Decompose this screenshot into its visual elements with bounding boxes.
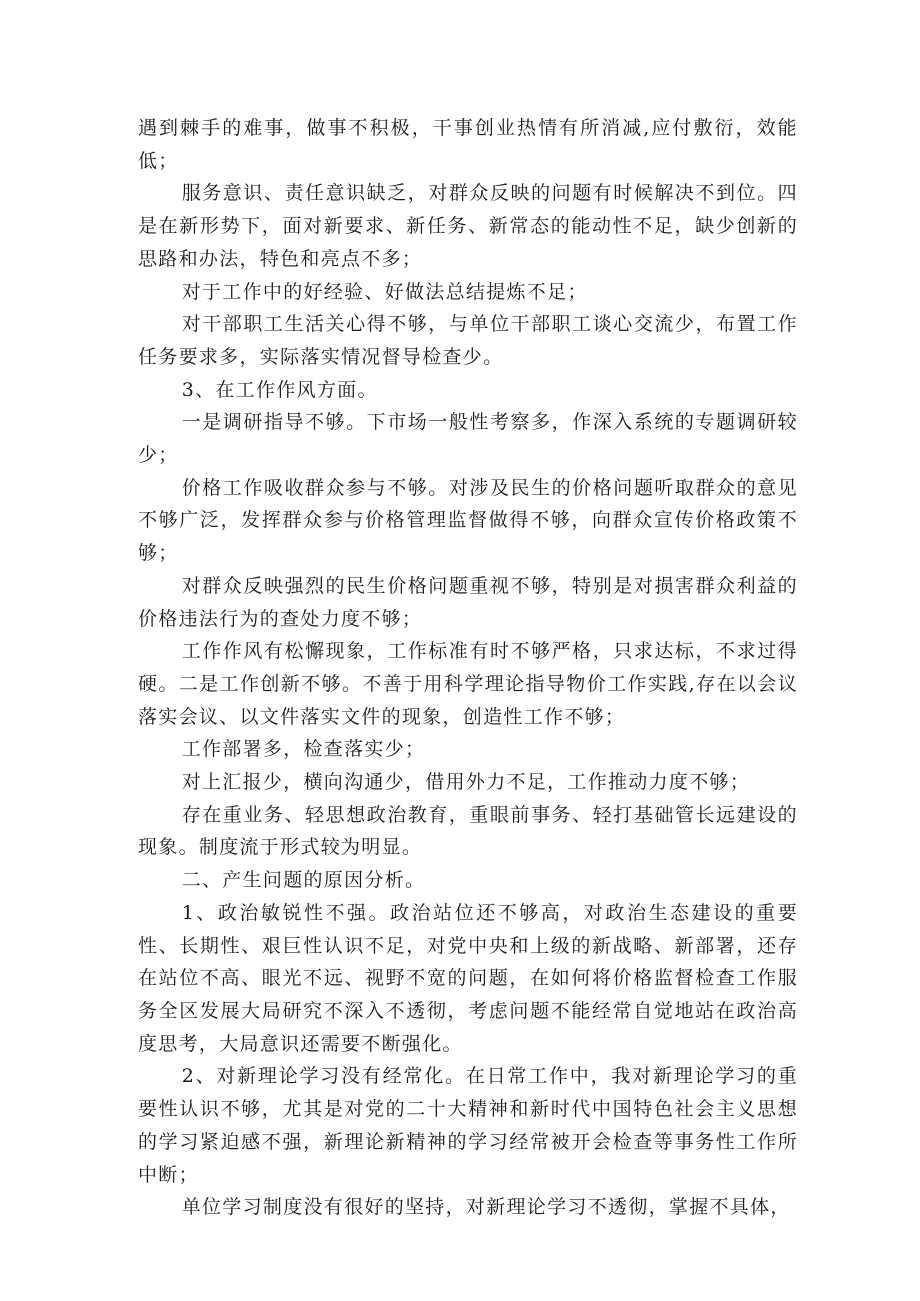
paragraph-8: 工作作风有松懈现象，工作标准有时不够严格，只求达标，不求过得硬。二是工作创新不够。不善于用科学理论指导物价工作实践,存在以会议落实会议、以文件落实文件的现象，创造性工作不够； [138,640,798,728]
paragraph-10: 对上汇报少，横向沟通少，借用外力不足，工作推动力度不够； [181,771,751,794]
section-heading-causes: 二、产生问题的原因分析。 [181,869,426,892]
paragraph-0: 遇到棘手的难事，做事不积极，干事创业热情有所消减,应付敷衍，效能低； [138,117,798,172]
paragraph-3: 对干部职工生活关心得不够，与单位干部职工谈心交流少，布置工作任务要求多，实际落实情况督导检查少。 [138,313,798,368]
paragraph-15: 单位学习制度没有很好的坚持，对新理论学习不透彻，掌握不具体， [181,1196,791,1219]
paragraph-11: 存在重业务、轻思想政治教育，重眼前事务、轻打基础管长远建设的现象。制度流于形式较为明显。 [138,803,798,859]
paragraph-1: 服务意识、责任意识缺乏，对群众反映的问题有时候解决不到位。四是在新形势下，面对新要求、新任务、新常态的能动性不足，缺少创新的思路和办法，特色和亮点不多； [138,182,798,270]
paragraph-5: 一是调研指导不够。下市场一般性考察多，作深入系统的专题调研较少； [138,411,798,467]
paragraph-2: 对于工作中的好经验、好做法总结提炼不足； [181,280,588,303]
paragraph-7: 对群众反映强烈的民生价格问题重视不够，特别是对损害群众利益的价格违法行为的查处力度不够； [138,574,798,630]
paragraph-9: 工作部署多，检查落实少； [181,738,426,761]
paragraph-14: 2、对新理论学习没有经常化。在日常工作中，我对新理论学习的重要性认识不够，尤其是对党的二十大精神和新时代中国特色社会主义思想的学习紧迫感不强，新理论新精神的学习经常被开会检查等事务性工作所中断； [138,1065,798,1186]
paragraph-6: 价格工作吸收群众参与不够。对涉及民生的价格问题听取群众的意见不够广泛，发挥群众参与价格管理监督做得不够，向群众宣传价格政策不够； [138,476,798,565]
paragraph-13: 1、政治敏锐性不强。政治站位还不够高，对政治生态建设的重要性、长期性、艰巨性认识不足，对党中央和上级的新战略、新部署，还存在站位不高、眼光不远、视野不宽的问题，在如何将价格监督检查工作服务全区发展大局研究不深入不透彻，考虑问题不能经常自觉地站在政治高度思考，大局意识还需要不断强化。 [138,901,798,1055]
paragraph-4: 3、在工作作风方面。 [181,378,378,401]
document-body [138,112,798,1224]
